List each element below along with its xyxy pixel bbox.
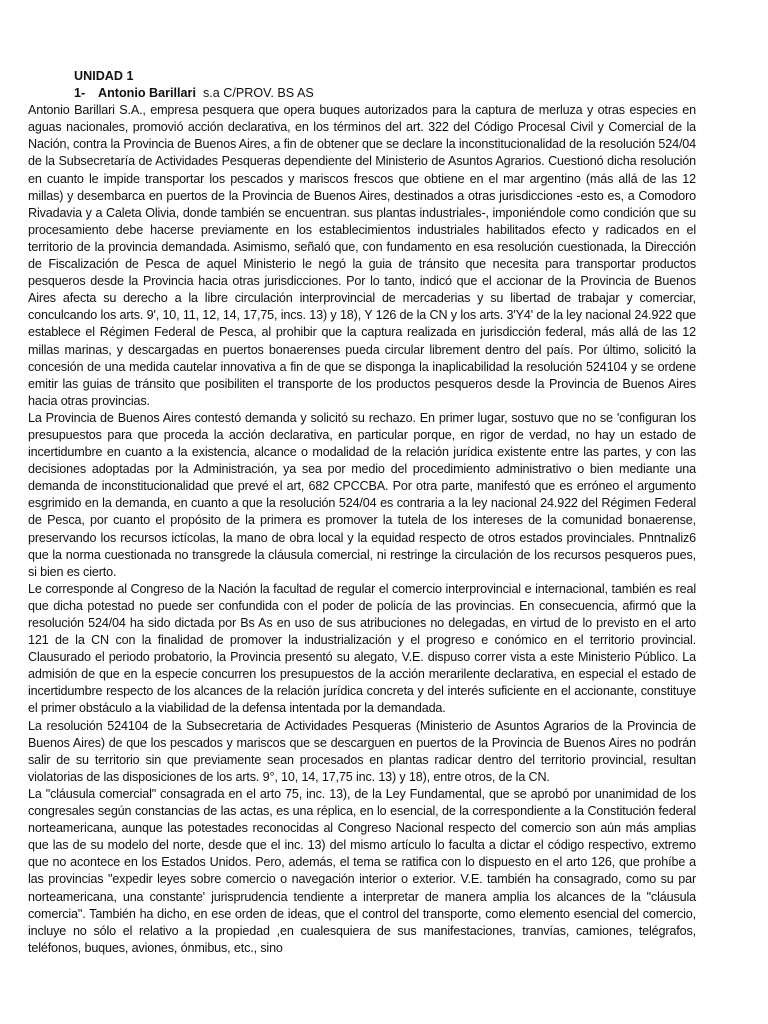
- paragraph-congress-power: Le corresponde al Congreso de la Nación la facultad de regular el comercio interprovincial e internacional, también es real que dicha potestad no puede ser confundida con el poder de policía de las provincias. En consecuencia, afirmó que la resolución 524/04 ha sido dictada por Bs As en uso de sus atribuciones no delegadas, en virtud de lo previsto en el arto 121 de la CN con la finalidad de promover la industrialización y el progreso e conómico en el territorio provincial. Clausurado el periodo probatorio, la Provincia presentó su alegato, V.E. dispuso correr vista a este Ministerio Público. La admisión de que en la especie concurren los presupuestos de la acción merarilente declarativa, en especial el estado de incertidumbre respecto de los alcances de la relación jurídica concreta y del interés suficiente en el accionante, constituye el primer obstáculo a la viabilidad de la defensa intentada por la demandada.: [28, 581, 696, 716]
- case-number: 1-: [74, 86, 86, 101]
- document-page: [28, 68, 696, 957]
- case-parties: s.a C/PROV. BS AS: [202, 86, 314, 101]
- paragraph-province-answer: La Provincia de Buenos Aires contestó demanda y solicitó su rechazo. En primer lugar, sostuvo que no se 'configuran los presupuestos para que proceda la acción declarativa, en particular porque, en rigor de verdad, no hay un estado de incertidumbre en cuanto a la existencia, alcance o modalidad de la relación jurídica existente entre las partes, y con las decisiones adoptadas por la Administración, ya sea por medio del procedimiento administrativo o bien mediante una demanda de inconstitucionalidad que prevé el art, 682 CPCCBA. Por otra parte, manifestó que es erróneo el argumento esgrimido en la demanda, en cuanto a que la resolución 524/04 es contraria a la ley nacional 24.922 del Régimen Federal de Pesca, por cuanto el propósito de la primera es promover la tutela de los intereses de la comunidad bonaerense, preservando los recursos ictícolas, la mano de obra local y la equidad respecto de otros estados provinciales. Pnntnaliz6 que la norma cuestionada no transgrede la cláusula comercial, ni restringe la circulación de los recursos pesqueros pues, si bien es cierto.: [28, 410, 696, 579]
- paragraph-commerce-clause: La "cláusula comercial" consagrada en el arto 75, inc. 13), de la Ley Fundamental, que se aprobó por unanimidad de los congresales según constancias de las actas, es una réplica, en lo esencial, de la correspondiente a la Constitución federal norteamericana, aunque las potestades reconocidas al Congreso Nacional respecto del comercio son aún más amplias que las de su modelo del norte, desde que el inc. 13) del mismo artículo lo faculta a dictar el código respectivo, extremo que no acontece en los Estados Unidos. Pero, además, el tema se ratifica con lo dispuesto en el arto 126, que prohíbe a las provincias "expedir leyes sobre comercio o navegación interior o exterior. V.E. también ha consagrado, como su par norteamericana, una constante' jurisprudencia tendiente a interpretar de manera amplia los alcances de la "cláusula comercia". También ha dicho, en ese orden de ideas, que el control del transporte, como elemento esencial del comercio, incluye no sólo el relativo a la propiedad ,en cualesquiera de sus manifestaciones, tranvías, camiones, telégrafos, teléfonos, buques, aviones, ónmibus, etc., sino: [28, 786, 696, 955]
- paragraph-resolution: La resolución 524104 de la Subsecretaria de Actividades Pesqueras (Ministerio de Asuntos Agrarios de la Provincia de Buenos Aires) de que los pescados y mariscos que se descarguen en puertos de la Provincia de Buenos Aires no podrán salir de su territorio sin que previamente sean procesados en plantas radicar dentro del territorio provincial, resultan violatorias de las disposiciones de los arts. 9°, 10, 14, 17,75 inc. 13) y 18), entre otros, de la CN.: [28, 718, 696, 784]
- unit-title: UNIDAD 1: [74, 69, 134, 83]
- case-name: Antonio Barillari: [98, 86, 196, 101]
- paragraph-demand: Antonio Barillari S.A., empresa pesquera que opera buques autorizados para la captura de merluza y otras especies en aguas nacionales, promovió acción declarativa, en los términos del art. 322 del Código Procesal Civil y Comercial de la Nación, contra la Provincia de Buenos Aires, a fin de obtener que se declare la inconstitucionalidad de la resolución 524/04 de la Subsecretaría de Actividades Pesqueras dependiente del Ministerio de Asuntos Agrarios. Cuestionó dicha resolución en cuanto le impide transportar los pescados y mariscos frescos que obtiene en el mar argentino (más allá de las 12 millas) y desembarca en puertos de la Provincia de Buenos Aires, destinados a otras jurisdicciones -esto es, a Comodoro Rivadavia y a Caleta Olivia, donde también se encuentran. sus plantas industriales-, imponiéndole como condición que su procesamiento debe hacerse previamente en los establecimientos industriales habilitados efecto y radicados en el territorio de la provincia demandada. Asimismo, señaló que, con fundamento en esa resolución cuestionada, la Dirección de Fiscalización de Pesca de aquel Ministerio le negó la guia de tránsito que necesita para transportar productos pesqueros desde la Provincia hacia otras jurisdicciones. Por lo tanto, indicó que el accionar de la Provincia de Buenos Aires afecta su derecho a la libre circulación interprovincial de mercaderias y su libertad de trabajar y comerciar, conculcando los arts. 9', 10, 11, 12, 14, 17,75, incs. 13) y 18), Y 126 de la CN y los arts. 3'Y4' de la ley nacional 24.922 que establece el Régimen Federal de Pesca, al prohibir que la captura realizada en jurisdicción federal, más allá de las 12 millas marinas, y descargadas en puertos bonaerenses pueda circular librement dentro del país. Por último, solicitó la concesión de una medida cautelar innovativa a fin de que se disponga la inaplicabilidad la resolución 524104 y se ordene emitir las guias de tránsito que posibiliten el transporte de los productos pesqueros desde la Provincia de Buenos Aires hacia otras provincias.: [28, 103, 696, 408]
- case-heading: [28, 85, 696, 102]
